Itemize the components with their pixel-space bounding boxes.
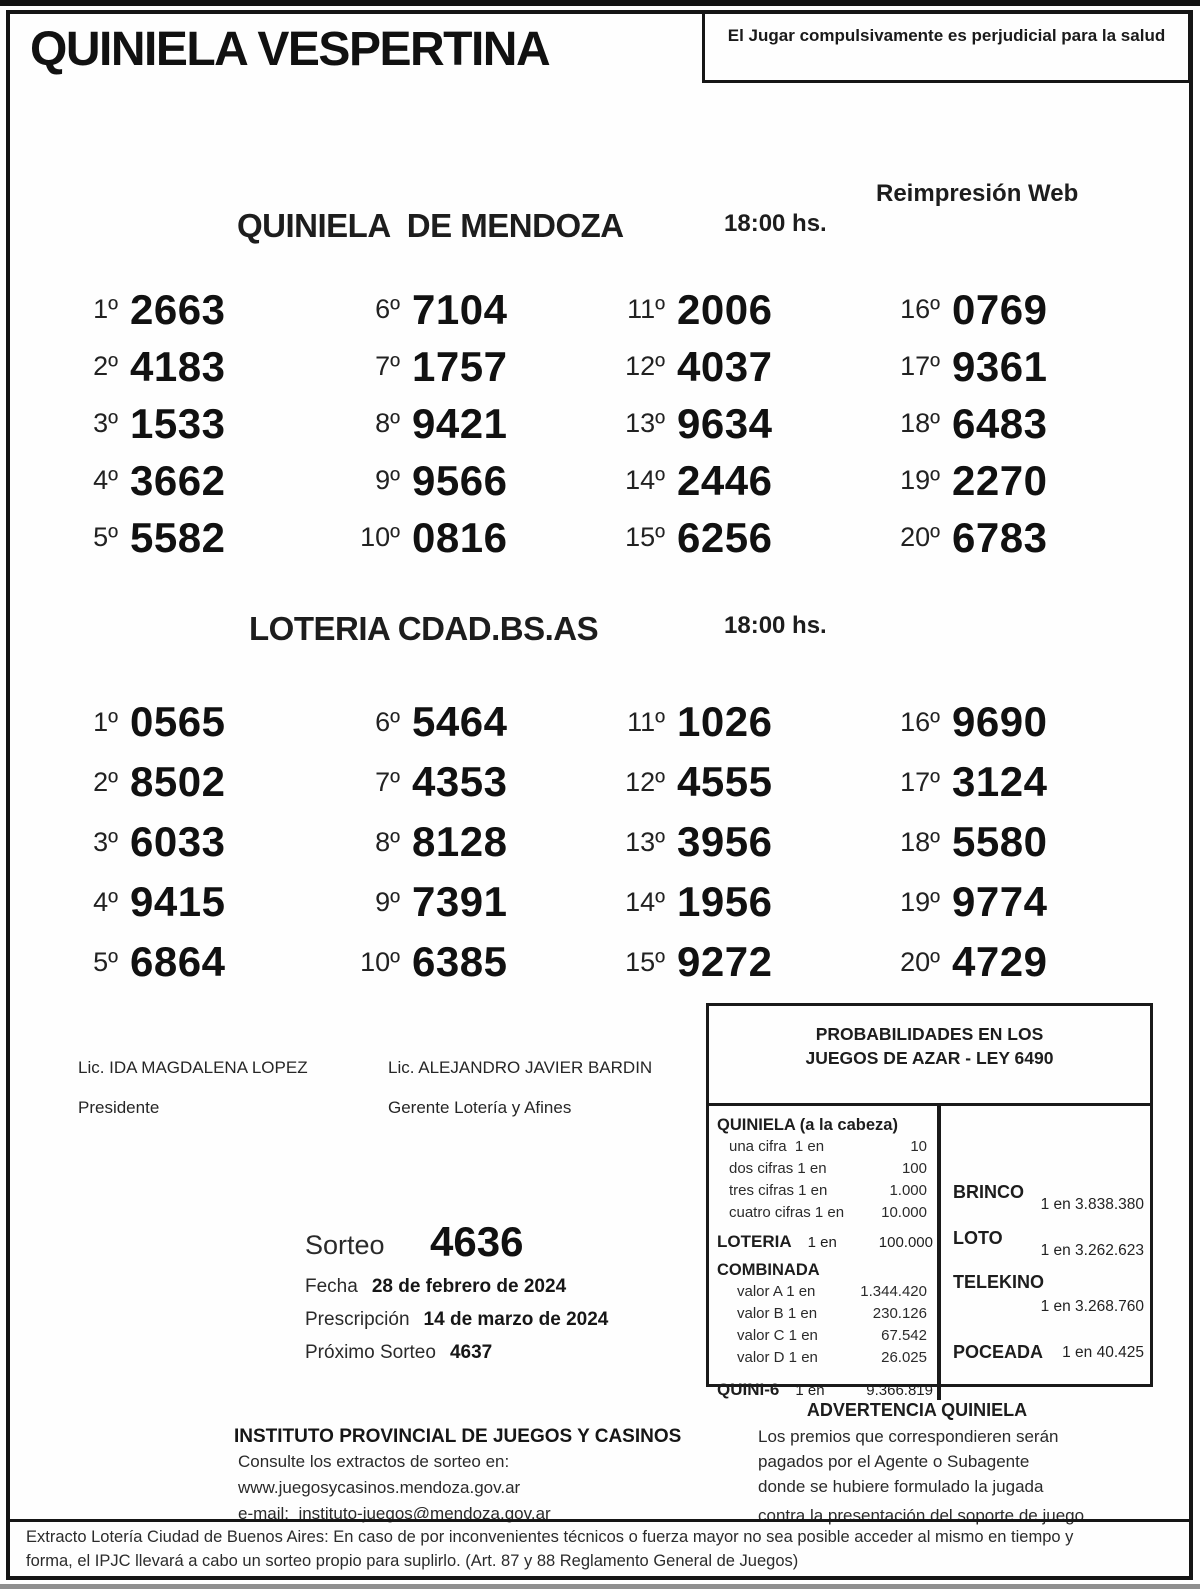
odds-row <box>709 1158 937 1180</box>
result-cell <box>854 932 1172 992</box>
result-number: 5580 <box>952 818 1048 865</box>
page-title: QUINIELA VESPERTINA <box>30 23 550 76</box>
result-cell <box>579 872 854 932</box>
result-position: 4º <box>93 886 118 917</box>
result-position: 9º <box>375 465 400 495</box>
result-number: 7104 <box>412 285 508 333</box>
result-number: 1757 <box>412 342 508 390</box>
draw-expiry-label: Prescripción <box>305 1309 410 1330</box>
result-number: 6033 <box>130 818 226 865</box>
result-position: 1º <box>93 294 118 324</box>
result-number: 4037 <box>677 342 773 390</box>
result-cell <box>32 338 314 395</box>
mendoza-results-grid <box>32 281 1172 566</box>
draw-number-value: 4636 <box>430 1218 524 1265</box>
result-cell <box>32 872 314 932</box>
result-position: 8º <box>375 408 400 438</box>
result-position: 14º <box>625 886 665 917</box>
result-position: 3º <box>93 826 118 857</box>
result-number: 8502 <box>130 758 226 805</box>
result-number: 0565 <box>130 698 226 745</box>
quini6-odds-value: 9.366.819 <box>866 1382 933 1399</box>
result-cell <box>579 692 854 752</box>
odds-label: dos cifras 1 en <box>729 1160 827 1177</box>
result-position: 8º <box>375 826 400 857</box>
result-position: 16º <box>900 706 940 737</box>
next-draw-label: Próximo Sorteo <box>305 1342 436 1363</box>
probabilities-box <box>706 1003 1153 1399</box>
result-number: 1533 <box>130 399 226 447</box>
result-cell <box>579 338 854 395</box>
bsas-results-grid <box>32 692 1172 992</box>
odds-value: 1.000 <box>889 1182 927 1199</box>
result-cell <box>579 752 854 812</box>
result-cell <box>854 872 1172 932</box>
result-position: 6º <box>375 294 400 324</box>
warning-line: pagados por el Agente o Subagente <box>758 1452 1030 1471</box>
result-number: 4555 <box>677 758 773 805</box>
result-position: 12º <box>625 351 665 381</box>
result-cell <box>579 281 854 338</box>
result-number: 5582 <box>130 513 226 561</box>
result-cell <box>854 812 1172 872</box>
odds-value: 26.025 <box>881 1349 927 1366</box>
result-number: 9421 <box>412 399 508 447</box>
result-cell <box>32 812 314 872</box>
result-number: 3662 <box>130 456 226 504</box>
result-position: 18º <box>900 826 940 857</box>
result-cell <box>32 932 314 992</box>
quini6-odds-mid: 1 en <box>795 1382 825 1399</box>
result-cell <box>854 509 1172 566</box>
disclaimer-line: Extracto Lotería Ciudad de Buenos Aires: En caso de por inconvenientes técnicos o fuerza mayor no sea posible acceder al mismo en tiempo y <box>26 1528 1074 1546</box>
odds-label: tres cifras 1 en <box>729 1182 828 1199</box>
result-cell <box>579 509 854 566</box>
result-number: 6483 <box>952 399 1048 447</box>
result-position: 13º <box>625 826 665 857</box>
result-cell <box>854 452 1172 509</box>
result-number: 7391 <box>412 878 508 925</box>
result-cell <box>314 752 579 812</box>
footer-disclaimer <box>10 1519 1189 1576</box>
loteria-odds-row <box>709 1230 937 1255</box>
result-cell <box>854 338 1172 395</box>
result-number: 2663 <box>130 285 226 333</box>
result-cell <box>314 452 579 509</box>
odds-row <box>709 1281 937 1303</box>
result-cell <box>854 395 1172 452</box>
result-cell <box>314 281 579 338</box>
odds-value: 1.344.420 <box>860 1283 927 1300</box>
probabilities-title-line2: JUEGOS DE AZAR - LEY 6490 <box>805 1048 1054 1068</box>
result-cell <box>314 692 579 752</box>
result-position: 13º <box>625 408 665 438</box>
result-position: 9º <box>375 886 400 917</box>
odds-row <box>709 1202 937 1224</box>
result-position: 2º <box>93 766 118 797</box>
result-number: 1026 <box>677 698 773 745</box>
result-number: 3124 <box>952 758 1048 805</box>
scan-artifact-top <box>0 0 1200 6</box>
odds-value: 230.126 <box>872 1305 927 1322</box>
result-cell <box>32 692 314 752</box>
result-number: 4183 <box>130 342 226 390</box>
result-cell <box>854 692 1172 752</box>
result-number: 9690 <box>952 698 1048 745</box>
result-position: 11º <box>627 706 665 737</box>
draw-date-label: Fecha <box>305 1276 358 1297</box>
result-cell <box>579 812 854 872</box>
result-position: 19º <box>900 465 940 495</box>
quiniela-odds-header: QUINIELA (a la cabeza) <box>717 1116 898 1134</box>
result-position: 18º <box>900 408 940 438</box>
result-cell <box>314 338 579 395</box>
result-position: 19º <box>900 886 940 917</box>
odds-label: valor B 1 en <box>737 1305 818 1322</box>
brinco-odds-value: 1 en 3.838.380 <box>1040 1196 1144 1213</box>
result-number: 2270 <box>952 456 1048 504</box>
result-number: 1956 <box>677 878 773 925</box>
result-cell <box>579 395 854 452</box>
result-number: 9774 <box>952 878 1048 925</box>
bsas-section-title: LOTERIA CDAD.BS.AS <box>249 610 599 647</box>
result-number: 2446 <box>677 456 773 504</box>
institute-name: INSTITUTO PROVINCIAL DE JUEGOS Y CASINOS <box>234 1426 682 1447</box>
result-cell <box>32 395 314 452</box>
loto-odds-label: LOTO <box>953 1228 1003 1248</box>
mendoza-draw-time: 18:00 hs. <box>724 210 827 237</box>
odds-value: 10 <box>910 1138 927 1155</box>
loto-odds-value: 1 en 3.262.623 <box>1040 1242 1144 1259</box>
result-number: 9415 <box>130 878 226 925</box>
draw-date-row <box>305 1276 566 1298</box>
bsas-draw-time: 18:00 hs. <box>724 612 827 639</box>
odds-row <box>709 1325 937 1347</box>
result-position: 16º <box>900 294 940 324</box>
health-warning-box <box>702 14 1191 83</box>
combinada-odds-header: COMBINADA <box>717 1261 820 1279</box>
result-position: 5º <box>93 946 118 977</box>
result-number: 6783 <box>952 513 1048 561</box>
odds-label: una cifra 1 en <box>729 1138 825 1155</box>
result-position: 20º <box>900 946 940 977</box>
result-position: 12º <box>625 766 665 797</box>
result-cell <box>854 281 1172 338</box>
result-number: 2006 <box>677 285 773 333</box>
result-position: 6º <box>375 706 400 737</box>
result-cell <box>314 932 579 992</box>
result-position: 17º <box>900 766 940 797</box>
warning-line: Los premios que correspondieren serán <box>758 1427 1059 1446</box>
warning-line: donde se hubiere formulado la jugada <box>758 1477 1044 1496</box>
signature-role-manager: Gerente Lotería y Afines <box>388 1098 572 1117</box>
telekino-odds-value: 1 en 3.268.760 <box>1040 1298 1144 1315</box>
warning-line: contra la presentación del soporte de juego. <box>758 1506 1089 1525</box>
telekino-odds-label: TELEKINO <box>953 1272 1045 1292</box>
signature-name-manager: Lic. ALEJANDRO JAVIER BARDIN <box>388 1058 653 1077</box>
disclaimer-line: forma, el IPJC llevará a cabo un sorteo propio para suplirlo. (Art. 87 y 88 Reglamento General de Juegos) <box>26 1552 799 1570</box>
result-cell <box>579 452 854 509</box>
scan-artifact-bottom <box>0 1584 1200 1589</box>
result-position: 20º <box>900 522 940 552</box>
result-cell <box>579 932 854 992</box>
signature-name-president: Lic. IDA MAGDALENA LOPEZ <box>78 1058 308 1077</box>
result-number: 8128 <box>412 818 508 865</box>
mendoza-section-title: QUINIELA DE MENDOZA <box>237 207 624 244</box>
result-number: 5464 <box>412 698 508 745</box>
result-position: 1º <box>93 706 118 737</box>
result-cell <box>32 752 314 812</box>
result-number: 9361 <box>952 342 1048 390</box>
result-number: 0769 <box>952 285 1048 333</box>
result-cell <box>314 812 579 872</box>
result-position: 11º <box>627 294 665 324</box>
result-position: 10º <box>360 522 400 552</box>
result-position: 5º <box>93 522 118 552</box>
odds-row <box>709 1347 937 1369</box>
result-position: 7º <box>375 766 400 797</box>
result-position: 4º <box>93 465 118 495</box>
draw-date-value: 28 de febrero de 2024 <box>371 1276 567 1297</box>
result-position: 17º <box>900 351 940 381</box>
result-number: 6864 <box>130 938 226 985</box>
next-draw-row <box>305 1342 492 1364</box>
odds-row <box>709 1180 937 1202</box>
poceada-odds-value: 1 en 40.425 <box>1062 1344 1144 1361</box>
result-number: 4729 <box>952 938 1048 985</box>
loteria-odds-mid: 1 en <box>807 1234 837 1251</box>
result-position: 14º <box>625 465 665 495</box>
next-draw-value: 4637 <box>449 1342 493 1363</box>
result-number: 9634 <box>677 399 773 447</box>
odds-label: valor C 1 en <box>737 1327 818 1344</box>
institute-website: www.juegosycasinos.mendoza.gov.ar <box>238 1478 521 1497</box>
draw-number-label: Sorteo <box>305 1230 385 1260</box>
result-number: 9566 <box>412 456 508 504</box>
result-cell <box>314 872 579 932</box>
quiniela-warning-text <box>758 1424 1089 1528</box>
result-position: 15º <box>625 946 665 977</box>
loteria-odds-value: 100.000 <box>878 1234 933 1251</box>
result-position: 3º <box>93 408 118 438</box>
odds-label: valor A 1 en <box>737 1283 816 1300</box>
draw-expiry-row <box>305 1309 608 1331</box>
result-position: 15º <box>625 522 665 552</box>
probabilities-right-column <box>941 1106 1150 1400</box>
result-cell <box>32 281 314 338</box>
probabilities-title <box>709 1022 1150 1106</box>
brinco-odds-label: BRINCO <box>953 1182 1024 1202</box>
institute-consult-line: Consulte los extractos de sorteo en: <box>238 1452 510 1471</box>
odds-value: 67.542 <box>881 1327 927 1344</box>
result-number: 9272 <box>677 938 773 985</box>
result-cell <box>854 752 1172 812</box>
health-warning-text: El Jugar compulsivamente es perjudicial para la salud <box>727 26 1166 45</box>
odds-value: 10.000 <box>881 1204 927 1221</box>
probabilities-left-column <box>709 1106 941 1400</box>
result-position: 10º <box>360 946 400 977</box>
result-number: 6256 <box>677 513 773 561</box>
odds-row <box>709 1303 937 1325</box>
result-number: 3956 <box>677 818 773 865</box>
reprint-label: Reimpresión Web <box>876 180 1079 207</box>
odds-label: valor D 1 en <box>737 1349 818 1366</box>
draw-expiry-value: 14 de marzo de 2024 <box>423 1309 609 1330</box>
result-cell <box>32 452 314 509</box>
probabilities-title-line1: PROBABILIDADES EN LOS <box>815 1024 1044 1044</box>
odds-label: cuatro cifras 1 en <box>729 1204 845 1221</box>
loteria-odds-label: LOTERIA <box>717 1232 792 1251</box>
signature-role-president: Presidente <box>78 1098 160 1117</box>
quini6-odds-label: QUINI-6 <box>717 1380 780 1399</box>
odds-value: 100 <box>901 1160 927 1177</box>
result-position: 7º <box>375 351 400 381</box>
odds-row <box>709 1136 937 1158</box>
result-number: 0816 <box>412 513 508 561</box>
result-position: 2º <box>93 351 118 381</box>
document-page <box>6 10 1193 1580</box>
quiniela-warning-title: ADVERTENCIA QUINIELA <box>806 1400 1028 1420</box>
result-cell <box>314 395 579 452</box>
result-cell <box>314 509 579 566</box>
result-cell <box>32 509 314 566</box>
result-number: 4353 <box>412 758 508 805</box>
result-number: 6385 <box>412 938 508 985</box>
poceada-odds-label: POCEADA <box>953 1342 1044 1362</box>
institute-email: e-mail: instituto-juegos@mendoza.gov.ar <box>238 1504 551 1523</box>
